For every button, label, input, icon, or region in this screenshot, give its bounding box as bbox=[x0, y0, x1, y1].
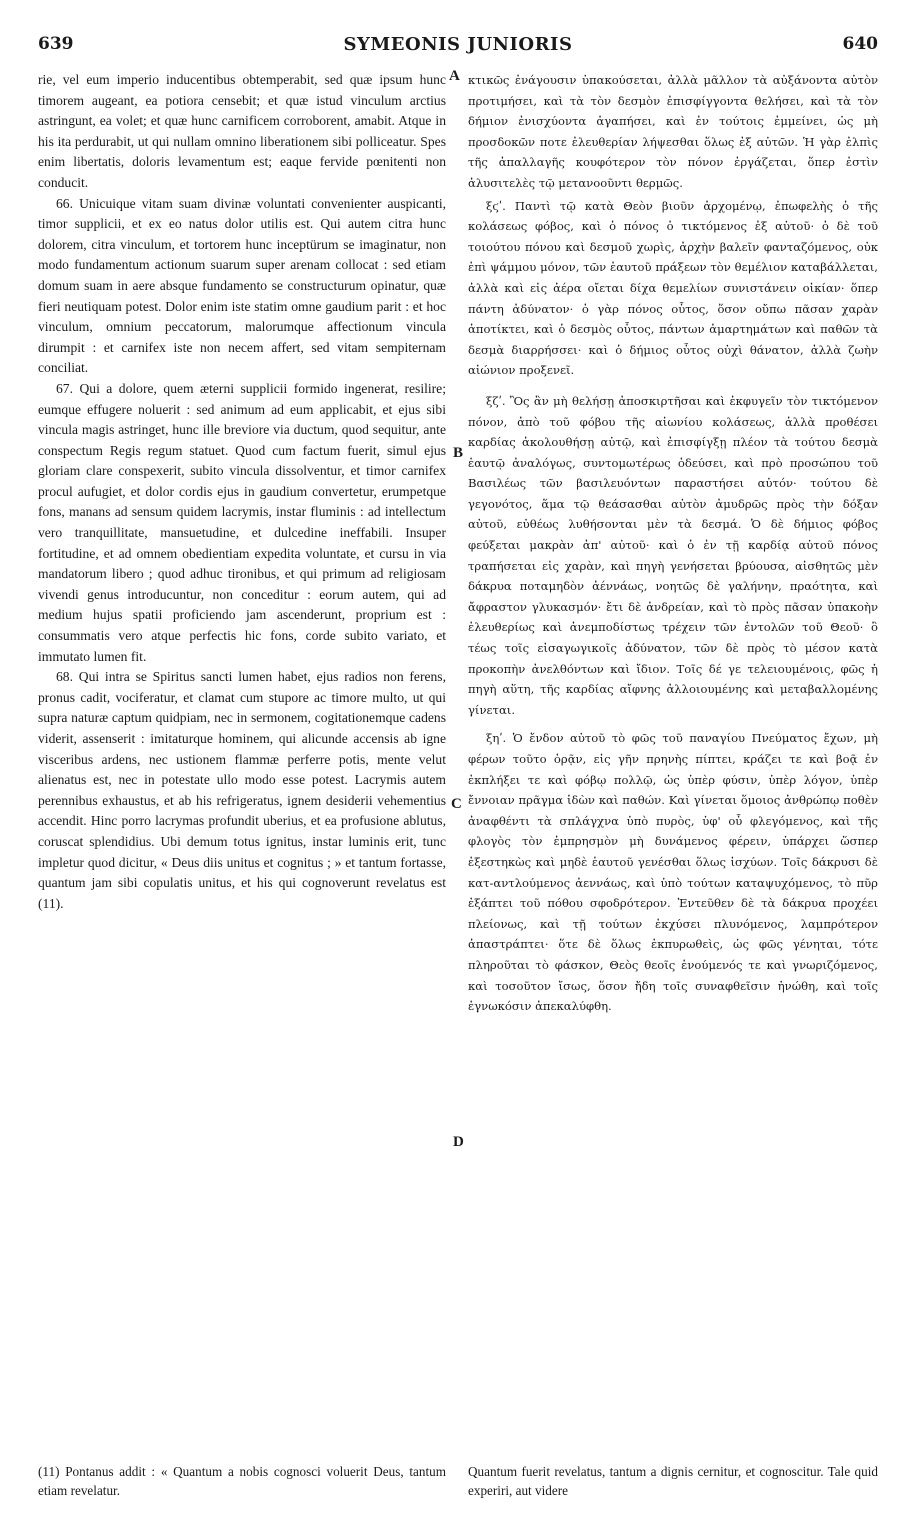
greek-paragraph-continued: κτικῶς ἐνάγουσιν ὑπακούσεται, ἀλλὰ μᾶλλον τὰ αὐξάνοντα αὐτὸν προτιμήσει, καὶ τὰ τὸν δεσμὸν ἐπισφίγγοντα θελήσει, καὶ τὰ τὸν δήμιον ἐνισχύοντα ἀγαπήσει, καὶ ἐν τούτοις ἐμμείνει, ὡς μὴ προσδοκῶν ποτε ἐλευθερίαν λήψεσθαι ὅλως ἐξ αὐτῶν. Ἡ γὰρ ἐλπὶς τῆς ἀπαλλαγῆς κουφότερον τὸν πόνον ἐργάζεται, ὅπερ ἐστὶν ἀλυσιτελὲς τῷ μετανοοῦντι θερμῶς. bbox=[468, 73, 878, 190]
running-title: SYMEONIS JUNIORIS bbox=[343, 34, 573, 55]
greek-column bbox=[468, 70, 878, 1017]
greek-paragraph-68: ξηʹ. Ὁ ἔνδον αὐτοῦ τὸ φῶς τοῦ παναγίου Πνεύματος ἔχων, μὴ φέρων τοῦτο ὁρᾷν, εἰς γῆν πρηνὴς πίπτει, κράζει τε καὶ βοᾷ ἐν ἐκπλήξει τε καὶ φόβῳ πολλῷ, ὡς ὑπὲρ φύσιν, ὑπὲρ λόγον, ὑπὲρ ἔννοιαν πρᾶγμα ἰδὼν καὶ παθών. Καὶ γίνεται ὅμοιος ἀνθρώπῳ ποθὲν ἀναφθέντι τὰ σπλάγχνα ὑπὸ πυρὸς, ὑφ' οὗ φλεγόμενος, καὶ τῆς φλογὸς τὸν ἐμπρησμὸν μὴ δυνάμενος φέρειν, ὑπάρχει ὥσπερ ἐξεστηκὼς καὶ μηδὲ ἑαυτοῦ γενέσθαι ὅλως ἰσχύων. Τοῖς δάκρυσι δὲ κατ-αντλούμενος ἀεννάως, καὶ ὑπὸ τούτων καταψυχόμενος, τὸ πῦρ ἐξάπτει τοῦ πόθου σφοδρότερον. Ἐντεῦθεν δὲ τὰ δάκρυα προχέει πλείονως, καὶ τῇ τούτων ἐκχύσει πλυνόμενος, λαμπρότερον ἀπαστράπτει· ὅτε δὲ ὅλως ἐκπυρωθεὶς, ὡς φῶς γένηται, τότε πληροῦται τὸ φάσκον, Θεὸς θεοῖς ἑνούμενός τε καὶ γνωριζόμενος, καὶ τοσοῦτον ἴσως, ὅσον ἤδη τοῖς συναφθεῖσιν ἡνώθη, καὶ τοῖς ἐγνωκόσιν ἀπεκαλύφθη. bbox=[468, 731, 878, 1014]
running-header bbox=[38, 34, 878, 62]
latin-column bbox=[38, 70, 446, 914]
footnote-right: Quantum fuerit revelatus, tantum a dignis cernitur, et cognoscitur. Tale quid experiri, aut videre bbox=[468, 1464, 878, 1498]
page-number-right: 640 bbox=[842, 34, 878, 54]
latin-paragraph-68: 68. Qui intra se Spiritus sancti lumen habet, ejus radios non ferens, pronus cadit, vociferatur, et clamat cum stupore ac timore multo, ut qui supra naturæ captum quidpiam, nec in sermonem, cogitationemque cadens viderit, assenserit : imitaturque hominem, qui alicunde accensis ab igne visceribus ardens, nec ustionem flammæ perferre potis, mente velut alienatus est, nec in potestate ullo modo esse potest. Lacrymis autem perennibus exhaustus, et ab his refrigeratus, ignem desiderii vehementius accendit. Hinc porro lacrymas profundit uberius, et ea profusione ablutus, coruscat splendidius. Ubi demum totus ignitus, instar luminis erit, tunc impletur quod dicitur, « Deus diis unitus et cognitus ; » et tantum fortasse, quantum jam sibi copulatis unitus, et his qui cognoverunt revelatus est (11). bbox=[38, 669, 446, 911]
page-number-left: 639 bbox=[38, 34, 74, 54]
latin-paragraph-continued: rie, vel eum imperio inducentibus obtemperabit, sed quæ ipsum hunc timorem augeant, ea potiora censebit; et quæ istud vinculum arctius astringunt, ea volet; et quæ hunc carnificem corroborent, amabit. Atque in his ita perdurabit, ut qui nullam omnino liberationem sibi polliceatur. Spes enim libertatis, doloris levamentum est; eaque fervide pœnitenti non conducit. bbox=[38, 72, 446, 190]
margin-marker-a: A bbox=[449, 68, 460, 84]
greek-paragraph-67: ξζʹ. Ὃς ἂν μὴ θελήσῃ ἀποσκιρτῆσαι καὶ ἐκφυγεῖν τὸν τικτόμενον πόνον, ἀπὸ τοῦ φόβου τῆς αἰωνίου κολάσεως, ἀλλὰ προθέσει καρδίας ἀκολουθήσῃ αὐτῷ, καὶ ἐπισφίγξῃ πλέον τὰ τούτου δεσμὰ ἑαυτῷ ἀναλόγως, συντομωτέρως ὁδεύσει, καὶ πρὸ προσώπου τοῦ Βασιλέως τῶν βασιλευόντων παραστήσει αὐτόν· τούτου δὲ γεγονότος, ἅμα τῷ θεάσασθαι αὐτὸν ἀμυδρῶς πρὸς τὴν δόξαν αὐτοῦ, εὐθέως λυθήσονται μὲν τὰ δεσμά. Ὁ δὲ δήμιος φόβος φεύξεται μακρὰν ἀπ' αὐτοῦ· καὶ ὁ ἐν τῇ καρδίᾳ αὐτοῦ πόνος τραπήσεται εἰς χαρὰν, καὶ πηγὴ γενήσεται βρύουσα, αἰσθητῶς μὲν δάκρυα ποταμηδὸν ἀέννάως, νοητῶς δὲ γαλήνην, πραότητα, καὶ ἄφραστον γλυκασμόν· ἔτι δὲ ἀνδρείαν, καὶ τὸ πρὸς πᾶσαν ὑπακοὴν ἐλευθερίως καὶ ἀνεμποδίστως τρέχειν τῶν ἐντολῶν τοῦ Θεοῦ· ὃ τέως τοῖς εἰσαγωγικοῖς ἀδύνατον, τῶν δὲ πρὸς τὸ μέσον κατὰ προκοπὴν ἀνελθόντων καὶ ἴδιον. Τοῖς δέ γε τελειουμένοις, φῶς ἡ πηγὴ αὕτη, τῆς καρδίας αἴφνης ἀλλοιουμένης καὶ μεταβαλλομένης γίνεται. bbox=[468, 393, 878, 717]
margin-marker-d: D bbox=[453, 1134, 464, 1150]
latin-paragraph-66: 66. Unicuique vitam suam divinæ voluntati convenienter auspicanti, timor supplicii, et ex eo natus dolor utilis est. Qui autem citra hunc dolorem, citra vinculum, et tortorem hunc inceptürum se imaginatur, non modo fundamentum actionum suarum super arenam collocat : sed etiam domum suam in aere absque fundamento se constructurum opinatur, quæ fieri neutiquam potest. Dolor enim iste statim omne gaudium parit : et hoc vinculum, omnium peccatorum, malorumque affectionum vincula dirumpit : et carnifex iste non necem affert, sed vitam sempiternam conciliat. bbox=[38, 195, 446, 376]
margin-marker-c: C bbox=[451, 796, 462, 812]
latin-paragraph-67: 67. Qui a dolore, quem æterni supplicii formido ingenerat, resilire; eumque effugere noluerit : sed animum ad eum applicabit, et ejus sibi vincula magis astringet, hunc ille breviore via ductum, quod sequitur, ante conspectum Regis regum statuet. Quod cum factum fuerit, simul ejus gloriam clare conspexerit, subito vincula dissolventur, et timor carnifex procul aufugiet, et dolor cordis ejus in gaudium convertetur, erumpetque fons, manans ad sensum quidem lacrymis, instar fluminis : ad intellectum vero tranquillitate, mansuetudine, et dulcedine ineffabili. Insuper fortitudine, et ad omnem obedientiam expedita voluntate, et cursu in via mandatorum libero ; quod adhuc tironibus, et qui primum ad religiosam vivendi genus introducuntur, non conceditur : eorum autem, qui ad medium hujus spatii proficiendo jam ascenderunt, proprium est : consummatis vero atque perfectis hic fons, corde subito variato, et immutato lumen fit. bbox=[38, 380, 446, 664]
margin-marker-b: B bbox=[453, 445, 464, 461]
footnote-left: (11) Pontanus addit : « Quantum a nobis cognosci voluerit Deus, tantum etiam revelatur. bbox=[38, 1464, 446, 1498]
greek-paragraph-66: ξϛʹ. Παντὶ τῷ κατὰ Θεὸν βιοῦν ἀρχομένῳ, ἐπωφελὴς ὁ τῆς κολάσεως φόβος, καὶ ὁ πόνος ὁ τικτόμενος ἐξ αὐτοῦ· ὁ δὲ τοῦ τοιούτου πόνου καὶ δεσμοῦ χωρὶς, ἀρχὴν βαλεῖν φανταζόμενος, οὐκ ἐπὶ ψάμμου μόνον, τῶν ἑαυτοῦ πράξεων τὸν θεμέλιον καταβάλλεται, ἀλλὰ καὶ εἰς ἀέρα οἴεται δίχα θεμελίων συνιστάνειν οἰκίαν· ὅπερ πάντη ἀδύνατον· ὁ γὰρ πόνος οὗτος, ὅσον οὔπω πᾶσαν χαρὰν ἀποτίκτει, καὶ ὁ δεσμὸς οὗτος, πάντων ἁμαρτημάτων καὶ παθῶν τὰ δεσμὰ διαρρήσσει· καὶ ὁ δήμιος οὗτος οὐχὶ θάνατον, ἀλλὰ ζωὴν αἰώνιον προξενεῖ. bbox=[468, 198, 878, 378]
